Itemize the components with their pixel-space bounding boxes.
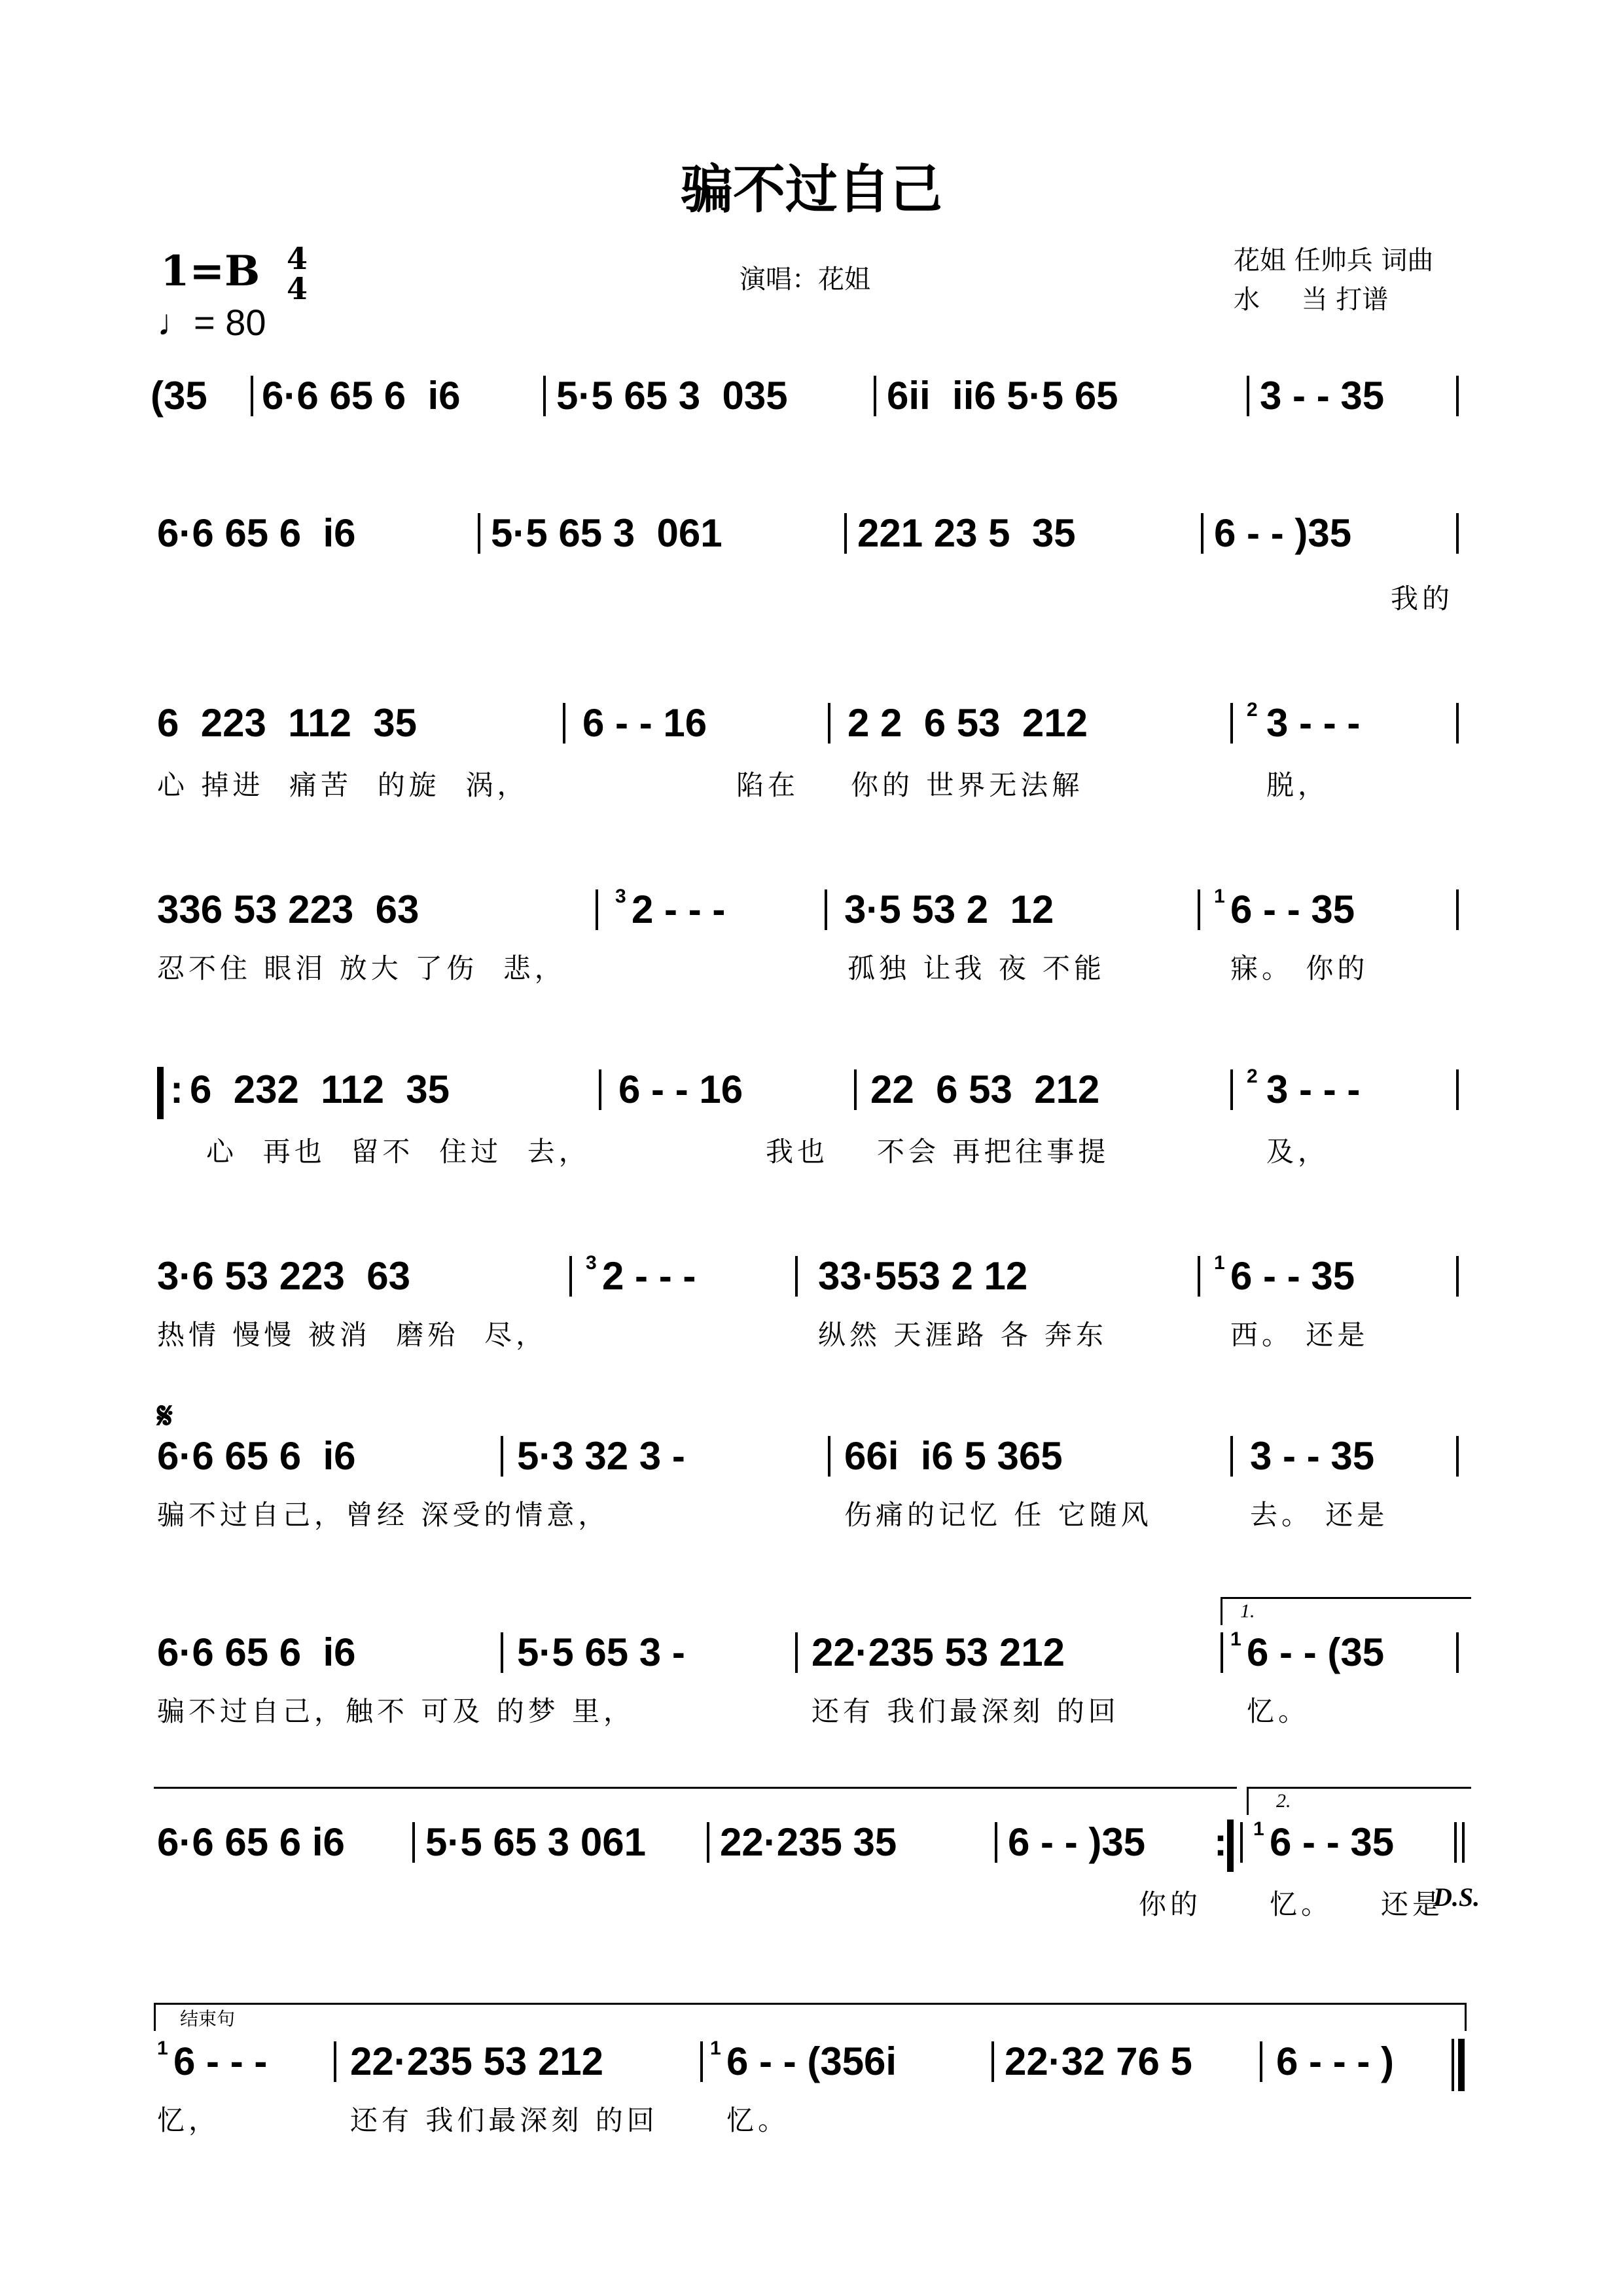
barline: [501, 1632, 503, 1673]
lyric: 我也: [766, 1136, 829, 1168]
barline: [991, 2041, 994, 2082]
lyric: 陷在: [736, 769, 800, 801]
measure: 22·235 53 212: [812, 1630, 1065, 1674]
measure: 3 - - -: [1266, 701, 1361, 745]
lyric: 你的 世界无法解: [851, 769, 1084, 801]
notes-row: [0, 373, 1623, 427]
barline: [700, 2041, 703, 2082]
breath-mark: 1: [157, 2037, 168, 2059]
barline: [1454, 1822, 1457, 1863]
tempo-value: = 80: [194, 302, 266, 343]
measure: 6 - - - ): [1276, 2039, 1394, 2083]
barline: [569, 1256, 572, 1297]
lyrics-row: [0, 1319, 1623, 1358]
lyric: 忆。: [726, 2104, 790, 2136]
volta-bracket-1: [1221, 1597, 1471, 1625]
repeat-dots: :: [170, 1067, 183, 1111]
measure: 6·6 65 6 i6: [157, 1630, 356, 1674]
ending-label: 结束句: [180, 2008, 236, 2030]
volta-label-2: 2.: [1276, 1790, 1291, 1812]
lyric: 忆，: [157, 2104, 221, 2136]
repeat-end-barline: [1227, 1820, 1234, 1872]
lyric: 还是: [1381, 1888, 1444, 1920]
measure: 3 - - 35: [1250, 1434, 1375, 1478]
notes-row: [0, 887, 1623, 941]
barline: [1198, 1256, 1200, 1297]
measure: 6·6 65 6 i6: [157, 511, 356, 555]
composer-credits: [1234, 241, 1433, 319]
lyric: 你的: [1139, 1888, 1202, 1920]
barline: [828, 1436, 830, 1477]
measure: 6 - - )35: [1214, 511, 1352, 555]
lyric: 骗不过自己，曾经 深受的情意，: [157, 1499, 610, 1531]
barline: [844, 513, 847, 554]
lyrics-row: [0, 769, 1623, 808]
lyric: 忆。: [1247, 1695, 1310, 1727]
measure: 33·553 2 12: [818, 1254, 1028, 1298]
lyric: 热情 慢慢 被消 磨殆 尽，: [157, 1319, 548, 1351]
barline: [1456, 889, 1459, 930]
measure: 5·5 65 3 -: [517, 1630, 685, 1674]
lyrics-row: [0, 583, 1623, 622]
lyric: 不会 再把往事提: [877, 1136, 1110, 1168]
barline: [1456, 703, 1459, 744]
barline: [1456, 1632, 1459, 1673]
barline: [478, 513, 480, 554]
time-signature: [287, 243, 308, 304]
measure: (35: [151, 374, 207, 418]
lyric: 伤痛的记忆 任 它随风: [844, 1499, 1152, 1531]
barline: [1247, 376, 1249, 416]
song-title: 骗不过自己: [681, 159, 942, 220]
measure: 2 2 6 53 212: [847, 701, 1088, 745]
barline: [1221, 1632, 1223, 1673]
barline: [795, 1256, 798, 1297]
lyric: 忍不住 眼泪 放大 了伤 悲，: [157, 952, 566, 984]
barline: [599, 1069, 601, 1110]
lyrics-row: [0, 952, 1623, 992]
measure: 22·32 76 5: [1005, 2039, 1192, 2083]
lyrics-row: [0, 1499, 1623, 1538]
lyrics-row: [0, 2104, 1623, 2144]
notes-row: [0, 2039, 1623, 2092]
lyric: 及，: [1266, 1136, 1330, 1168]
credits-line-2: 水 当 打谱: [1234, 285, 1389, 315]
notes-row: [0, 1253, 1623, 1307]
lyrics-row: [0, 1695, 1623, 1734]
barline: [874, 376, 876, 416]
lyric: 还有 我们最深刻 的回: [350, 2104, 658, 2136]
measure: 6 - - 35: [1270, 1820, 1395, 1864]
measure: 5·5 65 3 061: [491, 511, 722, 555]
barline: [1260, 2041, 1262, 2082]
barline: [854, 1069, 857, 1110]
lyric: 寐。 你的: [1230, 952, 1369, 984]
notes-row: [0, 700, 1623, 754]
notes-row: [0, 1433, 1623, 1487]
lyric: 我的: [1391, 583, 1454, 615]
notes-row: [0, 511, 1623, 564]
measure: 336 53 223 63: [157, 888, 419, 931]
measure: 6 232 112 35: [190, 1067, 450, 1111]
breath-mark: 1: [1230, 1628, 1241, 1650]
barline: [596, 889, 598, 930]
barline: [795, 1632, 798, 1673]
barline: [412, 1822, 415, 1863]
barline: [1462, 1822, 1465, 1863]
measure: 5·5 65 3 035: [556, 374, 788, 418]
time-signature-top: 4: [287, 241, 308, 276]
lyric: 纵然 天涯路 各 奔东: [818, 1319, 1108, 1351]
measure: 221 23 5 35: [857, 511, 1076, 555]
lyrics-row: [0, 1136, 1623, 1175]
quarter-note-icon: ♩: [157, 302, 194, 343]
lyric: 西。 还是: [1230, 1319, 1369, 1351]
credits-line-1: 花姐 任帅兵 词曲: [1234, 245, 1434, 276]
measure: 2 - - -: [602, 1254, 696, 1298]
barline: [334, 2041, 336, 2082]
measure: 3·6 53 223 63: [157, 1254, 410, 1298]
measure: 22·235 35: [720, 1820, 897, 1864]
barline: [1198, 889, 1200, 930]
segno-icon: 𝄋: [157, 1395, 173, 1436]
measure: 2 - - -: [632, 888, 726, 931]
notes-row: [0, 1630, 1623, 1683]
barline: [1456, 1069, 1459, 1110]
lyric: 骗不过自己，触不 可及 的梦 里，: [157, 1695, 635, 1727]
measure: 22 6 53 212: [870, 1067, 1100, 1111]
measure: 5·5 65 3 061: [425, 1820, 646, 1864]
barline: [1230, 1069, 1233, 1110]
barline: [1456, 513, 1459, 554]
measure: 6·6 65 6 i6: [262, 374, 461, 418]
barline: [1230, 703, 1233, 744]
lyric: 孤独 让我 夜 不能: [847, 952, 1106, 984]
barline: [1201, 513, 1204, 554]
time-signature-bottom: 4: [287, 271, 308, 306]
key-signature: 1=B: [160, 247, 260, 296]
measure: 3 - - 35: [1260, 374, 1385, 418]
breath-mark: 3: [586, 1252, 597, 1274]
barline: [1230, 1436, 1233, 1477]
lyrics-row: [0, 1882, 1623, 1928]
measure: 66i i6 5 365: [844, 1434, 1063, 1478]
measure: 6 - - 35: [1230, 888, 1355, 931]
lyric: 忆。: [1270, 1888, 1333, 1920]
final-barline-thick: [1458, 2039, 1465, 2091]
barline: [1456, 1256, 1459, 1297]
breath-mark: 1: [1214, 1252, 1225, 1274]
barline: [501, 1436, 503, 1477]
measure: 6·6 65 6 i6: [157, 1820, 345, 1864]
lyric: 脱，: [1266, 769, 1330, 801]
measure: 6 - - (356i: [726, 2039, 897, 2083]
barline: [825, 889, 827, 930]
breath-mark: 1: [1214, 886, 1225, 907]
barline: [707, 1822, 709, 1863]
barline: [563, 703, 565, 744]
barline: [1240, 1822, 1243, 1863]
barline: [543, 376, 546, 416]
breath-mark: 3: [615, 886, 626, 907]
tempo-marking: [157, 300, 266, 346]
measure: 3 - - -: [1266, 1067, 1361, 1111]
barline: [828, 703, 830, 744]
volta-bracket-1-continued: [154, 1787, 1237, 1815]
measure: 6·6 65 6 i6: [157, 1434, 356, 1478]
barline: [995, 1822, 997, 1863]
measure: 6ii ii6 5·5 65: [887, 374, 1118, 418]
measure: 6 - - 35: [1230, 1254, 1355, 1298]
measure: 6 - - 16: [582, 701, 707, 745]
lyric: 还有 我们最深刻 的回: [812, 1695, 1120, 1727]
lyric: 心 掉进 痛苦 的旋 涡，: [157, 769, 529, 801]
notes-row: [0, 1067, 1623, 1121]
lyric: 去。 还是: [1250, 1499, 1389, 1531]
singer-credit: 演唱：花姐: [740, 264, 870, 295]
breath-mark: 2: [1247, 1066, 1258, 1087]
notes-row: [0, 1820, 1623, 1873]
measure: 3·5 53 2 12: [844, 888, 1054, 931]
measure: 22·235 53 212: [350, 2039, 604, 2083]
measure: 6 223 112 35: [157, 701, 418, 745]
repeat-dots: :: [1214, 1820, 1227, 1864]
breath-mark: 1: [1253, 1818, 1264, 1840]
breath-mark: 1: [710, 2037, 721, 2059]
lyric: 心 再也 留不 住过 去，: [206, 1136, 590, 1168]
barline: [251, 376, 253, 416]
barline: [1456, 1436, 1459, 1477]
measure: 6 - - -: [173, 2039, 268, 2083]
volta-label-1: 1.: [1240, 1600, 1255, 1622]
barline: [1456, 376, 1459, 416]
final-barline-thin: [1452, 2039, 1454, 2091]
repeat-start-barline: [157, 1067, 164, 1119]
dal-segno-marking: D.S.: [1433, 1882, 1480, 1912]
measure: 6 - - 16: [618, 1067, 743, 1111]
measure: 6 - - (35: [1247, 1630, 1385, 1674]
ending-bracket: [154, 2003, 1467, 2031]
measure: 5·3 32 3 -: [517, 1434, 685, 1478]
measure: 6 - - )35: [1008, 1820, 1146, 1864]
breath-mark: 2: [1247, 699, 1258, 721]
